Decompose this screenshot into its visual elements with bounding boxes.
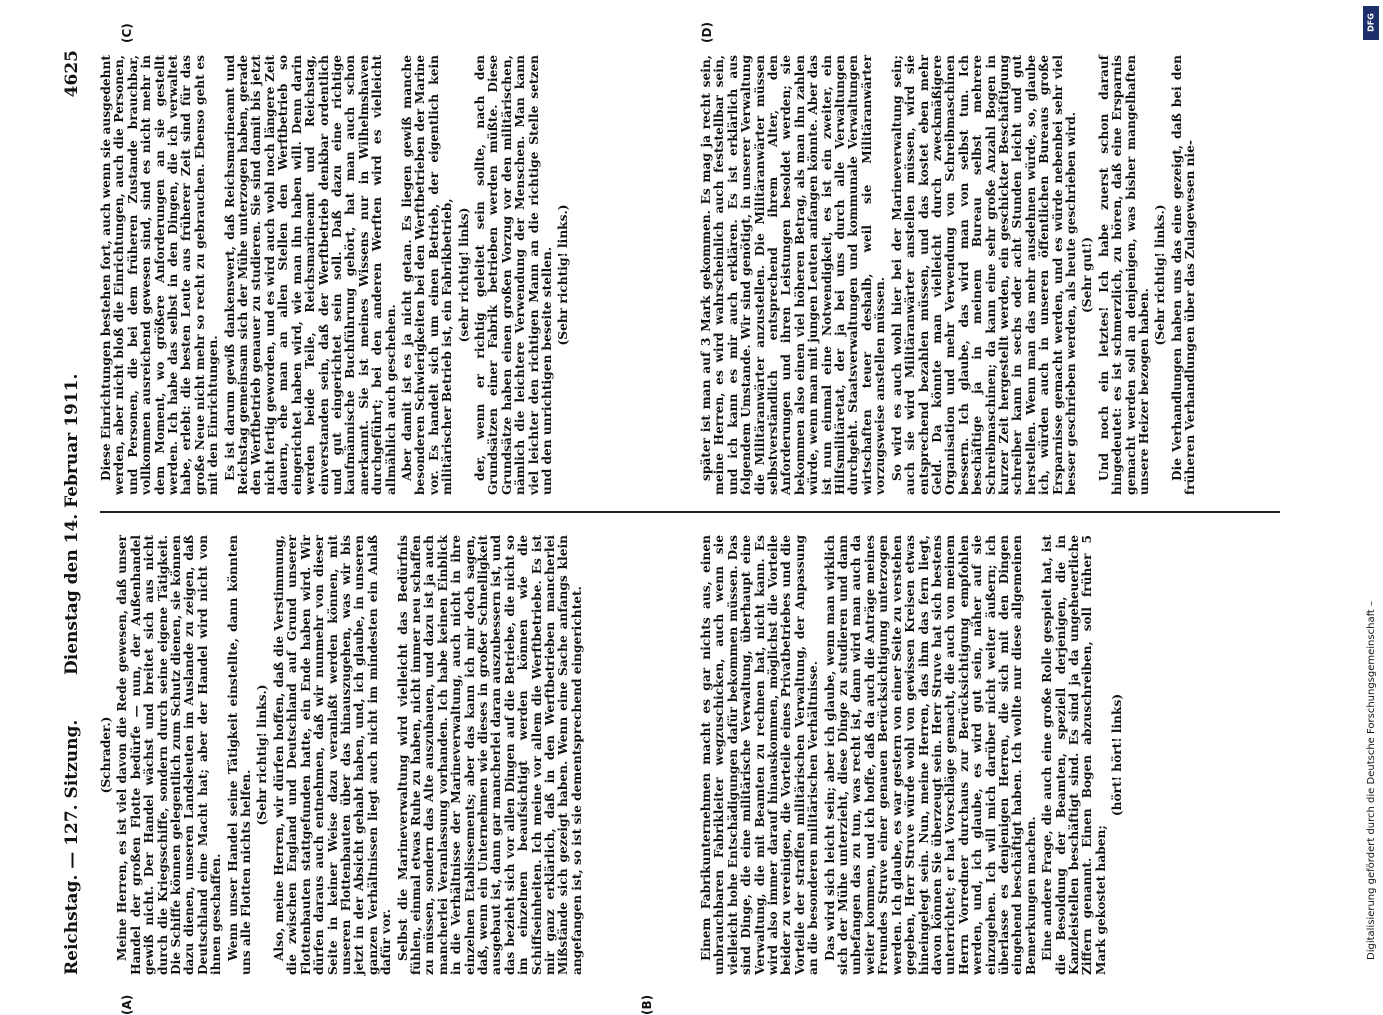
column-rule [100, 511, 1280, 513]
paragraph: So wird es auch wohl hier bei der Marineverwaltung sein; auch sie wird Militäranwärter anstellen müssen, wird sie entsprechend bezahlen müssen, und das kostet eben mehr Geld. Da könnte man vielleicht durch zweckmäßigere Organisation und mehr Verwendung von Schreibmaschinen bessern. Ich glaube, das wird man von selbst tun. Ich beschäftige ja in meinem Bureau selbst mehrere Schreibmaschinen; da kann eine sehr große Anzahl Bogen in kurzer Zeit hergestellt werden, ein geschickter Beschäftigung schreiber kann in sechs oder acht Stunden leicht und gut herstellen. Wenn man das mehr ausdehnen würde, so, glaube ich, würden auch in unseren öffentlichen Bureaus große Ersparnisse gemacht werden, und es würde nebenbei sehr viel besser geschrieben werden, als heute geschrieben wird. [889, 55, 1078, 495]
column-1 [100, 535, 660, 975]
paragraph: (Sehr richtig! links.) [556, 204, 571, 346]
paragraph: (sehr richtig! links) [456, 207, 471, 343]
dfg-logo [1363, 6, 1379, 40]
paragraph: Das wird sich leicht sein; aber ich glaube, wenn man wirklich sich der Mühe unterzieht, diese Dinge zu studieren und dann unbefangen das zu tun, was recht ist, dann wird man auch da weiter kommen, und ich hoffe, daß da auch die Anträge meines Freundes Struve einer genauen Berücksichtigung unterzogen werden. Ich glaube, es war gestern von einer Seite zu verstehen gegeben, Herr Struve würde wohl von gewissen Kreisen etwas hineingelegt sein. Nun, meine Herren, das ihm das fern liegt, davon können Sie überzeugt sein. Herr Struve hat sich bestens unterrichtet; er hat Vorschläge gemacht, die auch von meinem Herrn Vorredner durchaus zur Berücksichtigung empfohlen werden, und, ich glaube, es wird gut sein, näher auf sie einzugehen. Ich will mich darüber nicht weiter äußern; ich überlasse es denjenigen Herren, die sich mit den Dingen eingehend beschäftigt haben. Ich wollte nur diese allgemeinen Bemerkungen machen. [822, 535, 1038, 975]
paragraph: Einem Fabrikunternehmen macht es gar nichts aus, einen unbrauchbaren Fabrikleiter wegzuschicken, auch wenn sie vielleicht hohe Entschädigungen dafür bekommen müssen. Das sind Dinge, die eine militärische Verwaltung, überhaupt eine Verwaltung, die mit Beamten zu rechnen hat, nicht kann. Es wird also immer darauf hinauskommen, möglichst die Vorteile beider zu vereinigen, die Vorteile eines Privatbetriebes und die Vorteile der straffen militärischen Verwaltung, der Anpassung an die besonderen militärischen Verhältnisse. [699, 535, 821, 975]
column-3 [700, 535, 1280, 975]
margin-mark-b: (B) [640, 994, 654, 1015]
header-date: Dienstag den 14. Februar 1911. [62, 373, 82, 675]
margin-mark-c: (C) [120, 23, 134, 43]
margin-mark-d: (D) [700, 22, 714, 43]
paragraph: später ist man auf 3 Mark gekommen. Es mag ja recht sein, meine Herren, es wird wahrscheinlich auch feststellbar sein, und ich kann es mir auch erklären. Es ist erklärlich aus folgendem Umstande. Wir sind genötigt, in unserer Verwaltung die Militäranwärter anzustellen. Die Militäranwärter müssen selbstverständlich entsprechend ihrem Alter, den Anforderungen und ihren Leistungen besoldet werden; sie bekommen also einen viel höheren Betrag, als man ihn zahlen würde, wenn man mit jungen Leuten anfangen könnte. Aber das ist nun einmal eine Notwendigkeit, es ist ein zweiter, ein Hilfsmilitäretat, der ja bei uns durch alle Verwaltungen durchgeht. Staatsverwaltungen und kommunale Verwaltungen wirtschaften teuer deshalb, weil sie Militäranwärter vorzugsweise anstellen müssen. [699, 55, 888, 495]
page-header [60, 50, 90, 975]
paragraph: (Sehr gut!) [1080, 237, 1095, 313]
digitization-credit: Digitalisierung gefördert durch die Deutsche Forschungsgemeinschaft – [1366, 600, 1377, 960]
paragraph: der, wenn er richtig geleitet sein sollte, nach den Grundsätzen einer Fabrik betrieben werden müßte. Diese Grundsätze haben einen großen Vorzug vor den militärischen, nämlich die leichtere Verwendung der Menschen. Man kann viel leichter den richtigen Mann an die richtige Stelle setzen und den unrichtigen beseite stellen. [472, 55, 554, 495]
paragraph: Die Verhandlungen haben uns das eine gezeigt, daß bei den früheren Verhandlungen über das Zulagewesen nie- [1169, 55, 1198, 495]
header-left: Reichstag. — 127. Sitzung. [62, 719, 82, 975]
paragraph: Meine Herren, es ist viel davon die Rede gewesen, daß unser Handel der großen Flotte bedürfe — nun, der Außenhandel gewiß nicht. Der Handel wächst und breitet sich aus nicht durch die Kriegsschiffe, sondern durch seine eigene Tätigkeit. Die Schiffe können gelegentlich zum Schutz dienen, sie können dazu dienen, unseren Landsleuten im Auslande zu zeigen, daß Deutschland eine Macht hat; aber der Handel wird nicht von ihnen geschaffen. [115, 535, 224, 975]
paragraph: Eine andere Frage, die auch eine große Rolle gespielt hat, ist die Besoldung der Beamten, speziell derjenigen, die in Kanzleistellen beschäftigt sind. Es sind ja da ungeheuerliche Ziffern genannt. Einen Bogen abzuschreiben, soll früher 5 Mark gekostet haben; [1040, 535, 1108, 975]
paragraph: Es ist darum gewiß dankenswert, daß Reichsmarineamt und Reichstag gemeinsam sich der Mühe unterzogen haben, gerade den Werftbetrieb genauer zu studieren. Sie sind damit bis jetzt nicht fertig geworden, und es wird auch wohl noch längere Zeit dauern, ehe man an allen Stellen den Werftbetrieb so eingerichtet haben wird, wie man ihn haben will. Denn darin werden beide Teile, Reichsmarineamt und Reichstag, einverstanden sein, daß der Werftbetrieb denkbar ordentlich und gut eingerichtet sein soll. Daß dazu eine richtige kaufmännische Buchführung gehört, hat man auch schon anerkannt. Sie ist meines Wissens nur in Wilhelmshaven durchgeführt; bei den anderen Werften wird es vielleicht allmählich auch geschehen. [222, 55, 398, 495]
paragraph: Wenn unser Handel seine Tätigkeit einstellte, dann könnten uns alle Flotten nichts helfen. [225, 535, 254, 975]
paragraph: (hört! hört! links) [1110, 693, 1125, 817]
paragraph: Diese Einrichtungen bestehen fort, auch wenn sie ausgedehnt werden, aber nicht bloß die Einrichtungen, auch die Personen, und Personen, die bei dem früheren Zustande brauchbar, vollkommen ausreichend gewesen sind, sind es nicht mehr in dem Moment, wo größere Anforderungen an sie gestellt werden. Ich habe das selbst in den Dingen, die ich verwaltet habe, erlebt: die besten Leute aus früherer Zeit sind für das große Neue nicht mehr so recht zu gebrauchen. Ebenso geht es mit den Einrichtungen. [99, 55, 221, 495]
dfg-logo-text: DFG [1366, 13, 1376, 32]
column-2 [100, 55, 660, 495]
paragraph: Und noch ein letztes! Ich habe zuerst schon darauf hingedeutet: es ist schmerzlich, zu hören, daß eine Ersparnis gemacht werden soll an denjenigen, was bisher mangelhaften unsere Heizer bezogen haben. [1096, 55, 1151, 495]
paragraph: Also, meine Herren, wir dürfen hoffen, daß die Verstimmung, die zwischen England und Deutschland auf Grund unserer Flottenbauten stattgefunden hatte, ein Ende haben wird. Wir dürfen daraus auch entnehmen, daß wir nunmehr von dieser Seite in keiner Weise dazu veranlaßt werden können, mit unseren Flottenbauten über das hinauszugehen, was wir bis jetzt in der Absicht gehabt haben, und, ich glaube, in unseren ganzen Verhältnissen liegt auch nicht im mindesten ein Anlaß dafür vor. [271, 535, 394, 975]
paragraph: Aber damit ist es ja nicht getan. Es liegen gewiß manche besonderen Schwierigkeiten bei den Werftbetrieben der Marine vor. Es handelt sich um einen Betrieb, der eigentlich kein militärischer Betrieb ist, ein Fabrikbetrieb, [399, 55, 455, 495]
paragraph: (Sehr richtig! links.) [1153, 204, 1168, 346]
paragraph: (Schrader.) [99, 716, 113, 794]
paragraph: (Sehr richtig! links.) [255, 684, 270, 826]
margin-mark-a: (A) [120, 994, 134, 1015]
column-4 [700, 55, 1280, 495]
page-number: 4625 [62, 50, 82, 98]
paragraph: Selbst die Marineverwaltung wird vielleicht das Bedürfnis fühlen, einmal etwas Ruhe zu haben, nicht immer neu schaffen zu müssen, sondern das Alte auszubauen, und dazu ist ja auch mancherlei Veranlassung vorhanden. Ich habe keinen Einblick in die Verhältnisse der Marineverwaltung, auch nicht in ihre einzelnen Etablissements; aber das kann ich mir doch sagen, daß, wenn ein Unternehmen wie dieses in großer Schnelligkeit ausgebaut ist, dann gar mancherlei daran auszubessern ist, und das bezieht sich vor allen Dingen auf die Betriebe, die nicht so im einzelnen beaufsichtigt werden können wie die Schiffseinheiten. Ich meine vor allem die Werftbetriebe. Es ist mir ganz erklärlich, daß in den Werftbetrieben mancherlei Mißstände sich gezeigt haben. Wenn eine Sache anfangs klein angefangen ist, so ist sie dementsprechend eingerichtet. [395, 535, 584, 975]
rotated-newspaper-sheet [60, 22, 1320, 1015]
